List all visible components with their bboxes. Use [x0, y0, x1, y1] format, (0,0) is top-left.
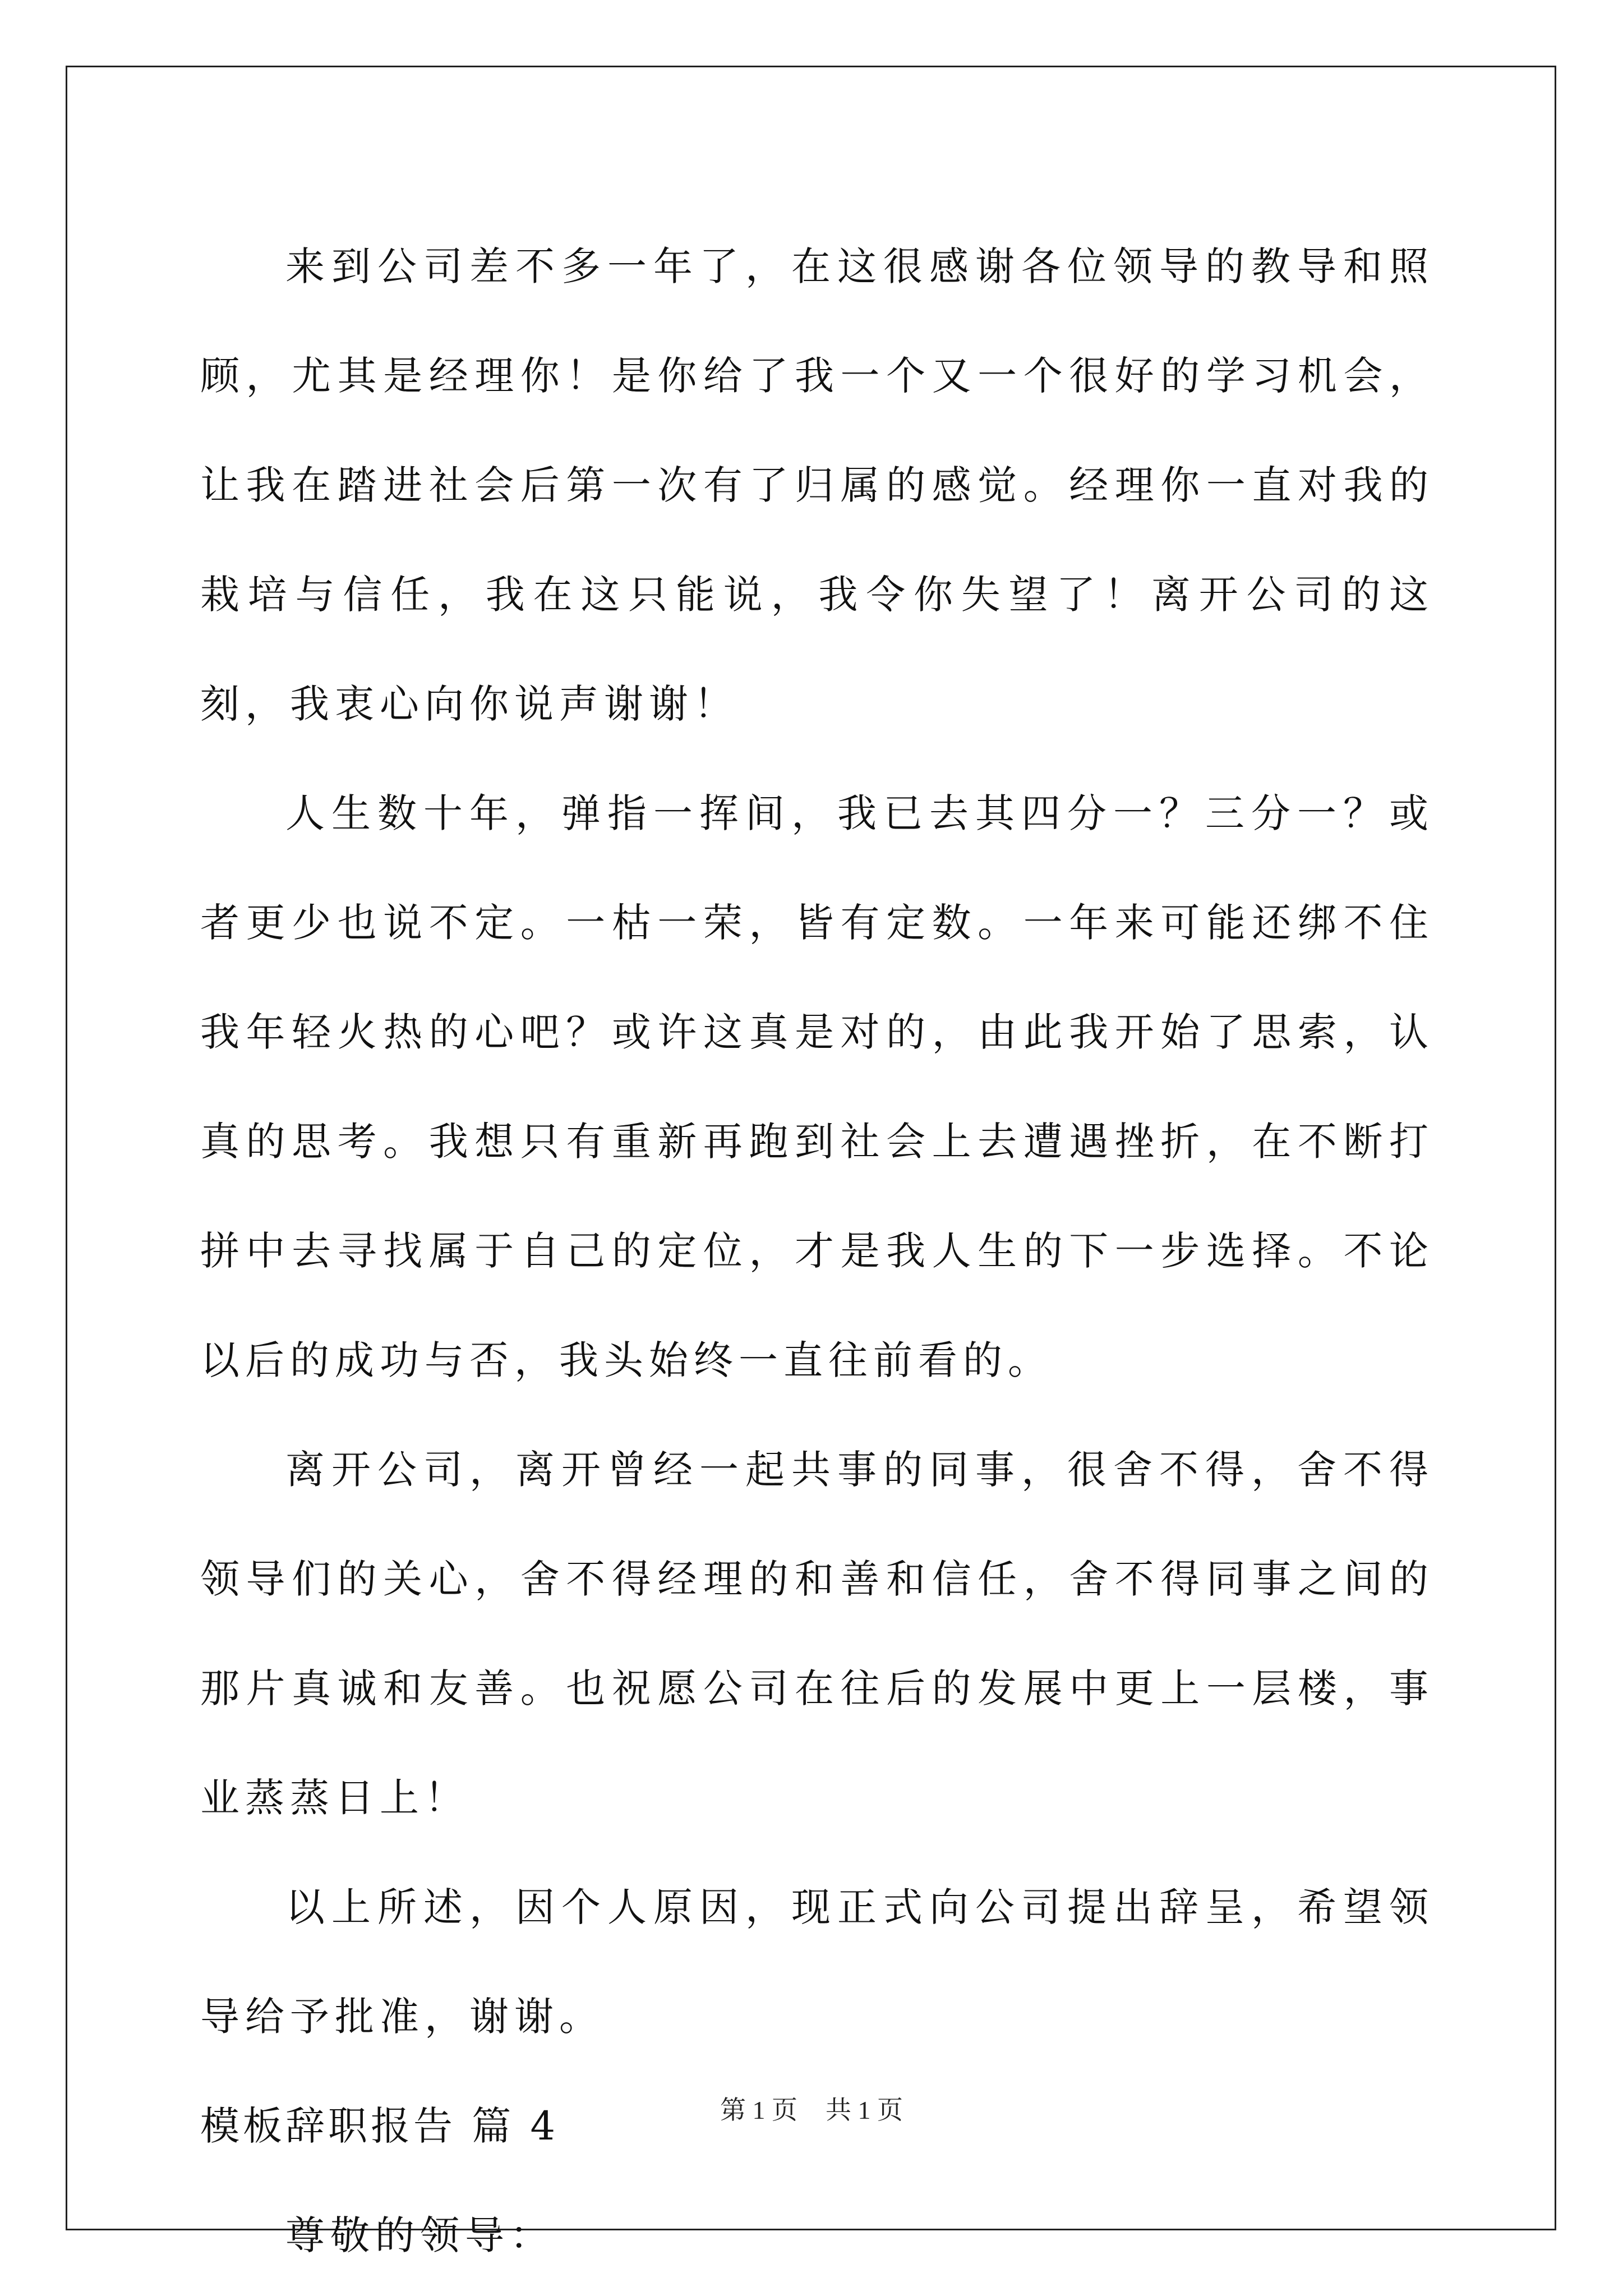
paragraph-gratitude: 来到公司差不多一年了，在这很感谢各位领导的教导和照顾，尤其是经理你！是你给了我一个又一个很好的学习机会，让我在踏进社会后第一次有了归属的感觉。经理你一直对我的栽培与信任，我在这只能说，我令你失望了！离开公司的这刻，我衷心向你说声谢谢！: [200, 243, 1434, 727]
page-number-current: 第 1 页: [720, 2096, 797, 2124]
page-footer: [0, 2090, 1623, 2127]
paragraph-farewell: 离开公司，离开曾经一起共事的同事，很舍不得，舍不得领导们的关心，舍不得经理的和善和信任，舍不得同事之间的那片真诚和友善。也祝愿公司在往后的发展中更上一层楼，事业蒸蒸日上！: [200, 1447, 1434, 1821]
paragraph-resignation-request: 以上所述，因个人原因，现正式向公司提出辞呈，希望领导给予批准，谢谢。: [200, 1884, 1434, 2040]
salutation: 尊敬的领导：: [285, 2212, 555, 2258]
section-heading: 模板辞职报告 篇 4: [200, 2103, 559, 2149]
paragraph-reflection: 人生数十年，弹指一挥间，我已去其四分一？三分一？或者更少也说不定。一枯一荣，皆有定数。一年来可能还绑不住我年轻火热的心吧？或许这真是对的，由此我开始了思索，认真的思考。我想只有重新再跑到社会上去遭遇挫折，在不断打拼中去寻找属于自己的定位，才是我人生的下一步选择。不论以后的成功与否，我头始终一直往前看的。: [200, 790, 1434, 1383]
document-body: [200, 212, 1434, 2290]
page-number-total: 共 1 页: [826, 2096, 903, 2124]
